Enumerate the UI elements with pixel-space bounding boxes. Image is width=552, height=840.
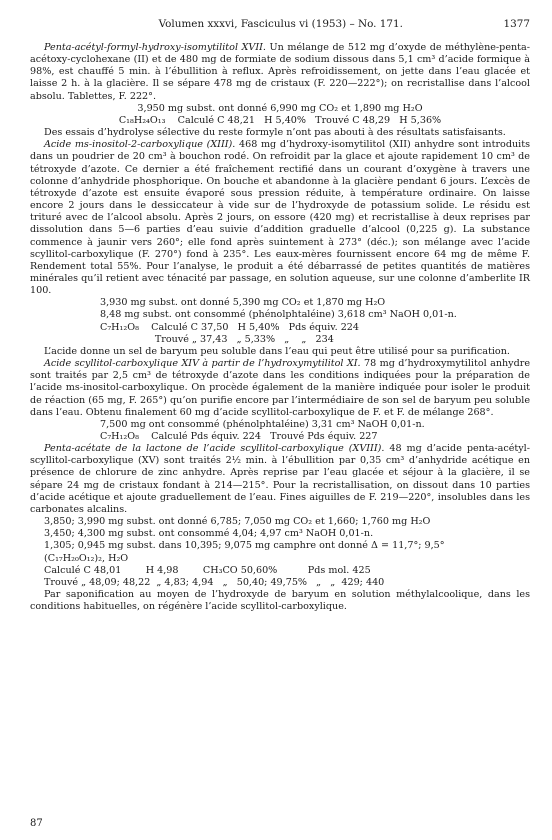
journal-reference: Volumen xxxvi, Fasciculus vi (1953) – No. 171.	[158, 18, 403, 30]
paragraph-barium-salt: L’acide donne un sel de baryum peu soluble dans l’eau qui peut être utilisé pour sa purification.	[44, 345, 510, 357]
paragraph-text: 78 mg d’hydroxymytilitol anhydre sont traités par 2,5 cm³ de tétroxyde d’azote dans les conditions indiquées pour la préparation de l’acide ms-inositol-carboxylique. On procède également de la manière indiquée pour isoler le produit de réaction (65 mg, F. 265°) qu’on purifie encore par l’intermédiaire de son sel de baryum peu soluble dans l’eau. Obtenu finalement 60 mg d’acide scyllitol-carboxylique de F. et F. de mélange 268°.	[30, 358, 530, 418]
paragraph-lactone-penta-acetate	[30, 443, 530, 516]
section-title: Penta-acétate de la lactone de l’acide scyllitol-carboxylique (XVIII).	[44, 443, 385, 455]
folio-number: 87	[30, 818, 43, 829]
paragraph-inositol-carboxylic	[30, 139, 530, 297]
paragraph-hydrolysis: Des essais d’hydrolyse sélective du reste formyle n’ont pas abouti à des résultats satisfaisants.	[44, 127, 506, 139]
paragraph-text: 48 mg d’acide penta-acétyl-scyllitol-carboxylique (XV) sont traités 2½ min. à l’ébullition par 0,35 cm³ d’anhydride acétique en présence de chlorure de zinc anhydre. Après reprise par l’eau glacée et séjour à la glacière, il se sépare 24 mg de cristaux fondant à 214—215°. Pour la recristallisation, on dissout dans 10 parties d’acide acétique et ajoute graduellement de l’eau. Fines aiguilles de F. 219—220°, insolubles dans les carbonates alcalins.	[30, 443, 530, 515]
analysis-line: Calculé C 48,01 H 4,98 CH₃CO 50,60% Pds mol. 425	[44, 564, 371, 576]
analysis-line: Trouvé „ 37,43 „ 5,33% „ „ 234	[100, 333, 334, 345]
paragraph-saponification: Par saponification au moyen de l’hydroxyde de baryum en solution méthylalcoolique, dans les conditions habituelles, on régénère l’acide scyllitol-carboxylique.	[30, 589, 530, 613]
analysis-line: C₇H₁₂O₈ Calculé C 37,50 H 5,40% Pds équiv. 224	[100, 321, 360, 333]
analysis-line: 3,950 mg subst. ont donné 6,990 mg CO₂ et 1,890 mg H₂O	[137, 102, 423, 114]
analysis-line: 3,450; 4,300 mg subst. ont consommé 4,04; 4,97 cm³ NaOH 0,01-n.	[44, 528, 374, 540]
section-title: Acide ms-inositol-2-carboxylique (XIII).	[44, 139, 236, 151]
analysis-line: C₇H₁₂O₈ Calculé Pds équiv. 224 Trouvé Pds équiv. 227	[100, 431, 378, 442]
section-title: Penta-acétyl-formyl-hydroxy-isomytilitol XVII.	[44, 42, 266, 53]
paragraph-text: Un mélange de 512 mg d’oxyde de méthylène-penta-acétoxy-cyclohexane (II) et de 480 mg de formiate de sodium dissous dans 5,1 cm³ d’acide formique à 98%, est chauffé 5 min. à l’ébullition à reflux. Après refroidissement, on jette dans l’eau glacée et laisse 2 h. à la glacière. Il se sépare 478 mg de cristaux (F. 220—222°); on recristallise dans l’alcool absolu. Tablettes, F. 222°.	[30, 42, 530, 102]
analysis-line: Trouvé „ 48,09; 48,22 „ 4,83; 4,94 „ 50,40; 49,75% „ „ 429; 440	[44, 576, 385, 588]
analysis-line: (C₁₇H₂₀O₁₂)₂, H₂O	[44, 552, 129, 564]
paragraph-text: 468 mg d’hydroxy-isomytilitol (XII) anhydre sont introduits dans un poudrier de 20 cm³ à bouchon rodé. On refroidit par la glace et ajoute rapidement 10 cm³ de tétroxyde d’azote. Ce dernier a été fraîchement rectifié dans un courant d’oxygène à travers une colonne d’anhydride phosphorique. On bouche et abandonne à la glacière pendant 6 jours. L’excès de tétroxyde d’azote est ensuite évaporé sous pression réduite, à température ordinaire. On laisse encore 2 jours dans le dessiccateur à vide sur de l’hydroxyde de potassium solide. Le résidu est trituré avec de l’alcool absolu. Après 2 jours, on essore (420 mg) et recristallise à deux reprises par dissolution dans 5—6 parties d’eau suivie d’addition graduelle d’alcool (0,225 g). La substance commence à jaunir vers 260°; elle fond après suintement à 273° (déc.); son mélange avec l’acide scyllitol-carboxylique (F. 270°) fond à 235°. Les eaux-mères fournissent encore 64 mg de même F. Rendement total 55%. Pour l’analyse, le produit a été débarrassé de petites quantités de matières minérales qu’il retient avec ténacité par passage, en solution aqueuse, sur une colonne d’amberlite IR 100.	[30, 139, 530, 297]
analysis-line: 1,305; 0,945 mg subst. dans 10,395; 9,075 mg camphre ont donné Δ = 11,7°; 9,5°	[44, 540, 445, 552]
paragraph-scyllitol-carboxylic	[30, 358, 530, 419]
analysis-line: 8,48 mg subst. ont consommé (phénolphtaléine) 3,618 cm³ NaOH 0,01-n.	[100, 309, 457, 321]
document-page	[30, 18, 530, 613]
section-title: Acide scyllitol-carboxylique XIV à partir de l’hydroxymytilitol XI.	[44, 358, 361, 370]
page-number: 1377	[503, 18, 530, 30]
analysis-line: C₁₈H₂₄O₁₃ Calculé C 48,21 H 5,40% Trouvé C 48,29 H 5,36%	[118, 114, 442, 126]
analysis-line: 3,850; 3,990 mg subst. ont donné 6,785; 7,050 mg CO₂ et 1,660; 1,760 mg H₂O	[44, 516, 431, 528]
running-header	[30, 18, 530, 30]
analysis-line: 7,500 mg ont consommé (phénolphtaléine) 3,31 cm³ NaOH 0,01-n.	[100, 418, 425, 430]
paragraph-penta-acetyl-formyl	[30, 42, 530, 103]
analysis-line: 3,930 mg subst. ont donné 5,390 mg CO₂ et 1,870 mg H₂O	[100, 297, 386, 309]
